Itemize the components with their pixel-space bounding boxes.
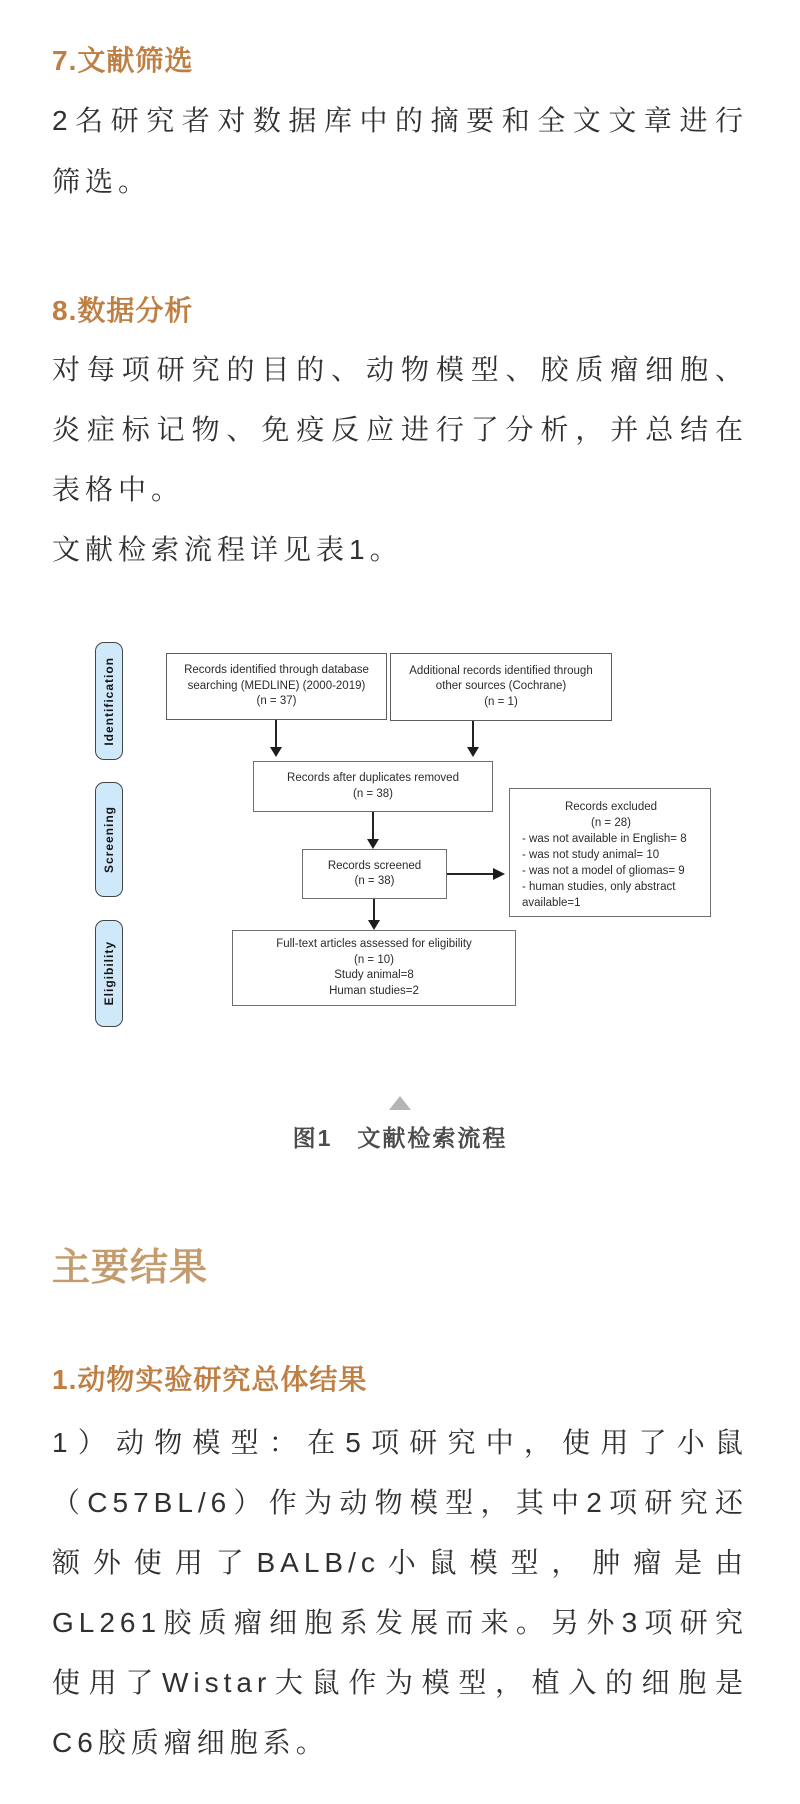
box-line: (n = 1) xyxy=(484,695,518,708)
box-line: (n = 28) xyxy=(591,817,631,829)
box-line: - was not available in English= 8 xyxy=(522,833,687,845)
paragraph-line: 2名研究者对数据库中的摘要和全文文章进行 xyxy=(52,105,748,136)
box-records-screened xyxy=(302,849,447,899)
arrow-line xyxy=(447,873,494,875)
stage-tab-identification xyxy=(95,642,123,760)
box-line: Study animal=8 xyxy=(334,969,414,981)
paragraph-line: C6胶质瘤细胞系。 xyxy=(52,1727,329,1758)
collapse-triangle-icon xyxy=(389,1096,411,1110)
paragraph-line: GL261胶质瘤细胞系发展而来。另外3项研究 xyxy=(52,1607,748,1638)
arrow-down-icon xyxy=(270,747,282,757)
arrow-line xyxy=(373,899,375,921)
stage-label: Identification xyxy=(102,656,116,746)
stage-label: Eligibility xyxy=(102,941,116,1006)
box-records-excluded xyxy=(509,788,711,917)
paragraph-line: （C57BL/6）作为动物模型，其中2项研究还 xyxy=(52,1487,748,1518)
paragraph-line: 对每项研究的目的、动物模型、胶质瘤细胞、 xyxy=(52,354,748,385)
box-duplicates-removed xyxy=(253,761,493,812)
box-line: Records excluded xyxy=(564,801,658,813)
results-sub-heading: 1.动物实验研究总体结果 xyxy=(52,1364,368,1395)
stage-tab-screening xyxy=(95,782,123,897)
arrow-down-icon xyxy=(467,747,479,757)
box-fulltext-assessed xyxy=(232,930,516,1006)
box-line: (n = 38) xyxy=(354,875,395,887)
box-line: Records screened xyxy=(327,859,422,872)
arrow-line xyxy=(372,812,374,840)
box-records-database xyxy=(166,653,387,720)
box-line: (n = 38) xyxy=(353,787,393,800)
box-line: (n = 10) xyxy=(354,953,394,966)
box-line: - human studies, only abstract xyxy=(522,881,676,893)
stage-tab-eligibility xyxy=(95,920,123,1027)
paragraph-line: 表格中。 xyxy=(52,474,185,505)
box-line: (n = 37) xyxy=(256,695,297,708)
arrow-line xyxy=(472,721,474,748)
section-7-heading: 7.文献筛选 xyxy=(52,45,194,76)
paragraph-line: 炎症标记物、免疫反应进行了分析，并总结在 xyxy=(52,414,748,445)
main-results-title: 主要结果 xyxy=(52,1247,209,1289)
box-line: Records after duplicates removed xyxy=(287,772,459,784)
box-line: Human studies=2 xyxy=(329,984,419,997)
paragraph-line: 1）动物模型：在5项研究中，使用了小鼠 xyxy=(52,1427,748,1458)
box-line: searching (MEDLINE) (2000-2019) xyxy=(187,679,366,692)
box-line: available=1 xyxy=(522,897,581,909)
arrow-line xyxy=(275,720,277,748)
arrow-down-icon xyxy=(367,839,379,849)
box-line: - was not a model of gliomas= 9 xyxy=(522,865,685,877)
results-paragraph xyxy=(52,1413,748,1773)
box-line: Full-text articles assessed for eligibility xyxy=(276,938,472,950)
arrow-down-icon xyxy=(368,920,380,930)
box-line: Additional records identified through xyxy=(409,664,593,677)
box-line: other sources (Cochrane) xyxy=(435,680,567,693)
stage-label: Screening xyxy=(102,805,116,874)
section-8-heading: 8.数据分析 xyxy=(52,295,194,326)
paragraph-line: 额外使用了BALB/c小鼠模型，肿瘤是由 xyxy=(52,1547,748,1578)
paragraph-line: 筛选。 xyxy=(52,166,152,197)
figure-caption: 图1 文献检索流程 xyxy=(292,1125,508,1151)
box-line: - was not study animal= 10 xyxy=(522,849,660,861)
box-records-other-sources xyxy=(390,653,612,721)
paragraph-line: 使用了Wistar大鼠作为模型，植入的细胞是 xyxy=(52,1667,748,1698)
paragraph-line: 文献检索流程详见表1。 xyxy=(52,534,403,565)
box-line: Records identified through database xyxy=(184,664,369,677)
arrow-right-icon xyxy=(493,868,505,880)
